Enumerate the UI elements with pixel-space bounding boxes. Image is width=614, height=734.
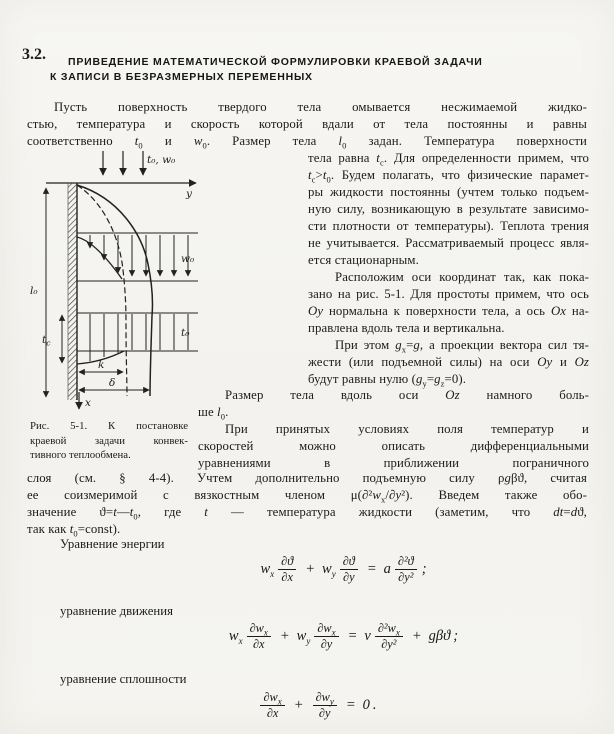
motion-equation-label: уравнение движения	[60, 604, 173, 618]
text-line: Oy нормальна к поверхности тела, а ось Ox на-	[308, 304, 589, 318]
text-line: сти плотности от температуры). Теплота трения	[308, 219, 589, 233]
delta-label: δ	[109, 377, 116, 389]
continuity-equation-label: уравнение сплошности	[60, 672, 187, 686]
tc-label: $t_c$	[42, 334, 51, 348]
text-line: ше $l_0$.	[198, 405, 229, 422]
continuity-equation	[257, 690, 376, 722]
operator: +	[279, 628, 290, 645]
x-axis-label: x	[85, 397, 91, 409]
text-line: $t_c>t_0$. Будем полагать, что физические парамет-	[308, 168, 589, 185]
operator: =	[345, 697, 356, 714]
text-line: тела равна $t_c$. Для определенности примем, что	[308, 151, 589, 168]
text-line: Расположим оси координат так, как пока-	[335, 270, 589, 284]
variable: a	[383, 561, 391, 578]
text-line: жести (или подъемной силы) на оси Oy и Oz	[308, 355, 589, 369]
energy-equation	[259, 554, 426, 586]
fraction: $\frac{\partial ϑ}{\partial y}$	[340, 554, 358, 586]
fraction: $\frac{\partial^2w_x}{\text{∂y²}}$	[375, 621, 403, 653]
text-line: не учитывается. Рассматриваемый процесс явля-	[308, 236, 589, 250]
text-line: соответственно $t_0$ и $w_0$. Размер тела $l_0$ задан. Температура поверхности	[27, 134, 587, 151]
section-heading-line2: К ЗАПИСИ В БЕЗРАЗМЕРНЫХ ПЕРЕМЕННЫХ	[50, 71, 313, 83]
fraction: $\frac{\text{∂²ϑ}}{\text{∂y²}}$	[395, 554, 417, 586]
y-axis-label: y	[186, 188, 192, 200]
paragraph-column-right	[308, 150, 589, 388]
motion-equation-row	[0, 621, 614, 653]
boundary-curve-solid	[77, 185, 153, 396]
text-line: Рис. 5-1. К постановке	[30, 420, 188, 432]
fraction: $\frac{\partial ϑ}{\partial x}$	[278, 554, 296, 586]
temperature-profile	[77, 313, 198, 364]
text-line: тивного теплообмена.	[30, 449, 131, 461]
punctuation: ;	[421, 561, 427, 578]
text-line: Пусть поверхность твердого тела омывается несжимаемой жидко-	[54, 100, 587, 114]
text-line: значение $ϑ=t—t_0$, где t — температура жидкости (заметим, что dt=dϑ,	[27, 505, 587, 522]
text-line: При принятых условиях поля температур и	[225, 422, 589, 436]
energy-equation-label: Уравнение энергии	[60, 537, 165, 551]
text-line: Размер тела вдоль оси Oz намного боль-	[225, 388, 589, 402]
energy-equation-row	[0, 554, 614, 586]
operator: +	[411, 628, 422, 645]
text-line: ры жидкости постоянны (учтем только подъем-	[308, 185, 589, 199]
operator: =	[366, 561, 377, 578]
text-line: скоростей можно описать дифференциальными	[198, 439, 589, 453]
t0-label: t₀	[181, 327, 190, 339]
operator: +	[305, 561, 316, 578]
text-line: ную силу, возникающую в результате зависимо-	[308, 202, 589, 216]
variable: $w_y$	[322, 561, 336, 580]
text-line: так как $t_0=const$).	[27, 522, 121, 539]
figure-caption	[30, 419, 188, 463]
flow-label: t₀, w₀	[147, 154, 176, 166]
fraction: $\frac{\partial w_x}{\partial x}$	[260, 690, 284, 722]
fraction: $\frac{\partial w_x}{\partial x}$	[247, 621, 271, 653]
figure-5-1	[24, 146, 204, 416]
fraction: $\frac{\partial w_x}{\partial y}$	[314, 621, 338, 653]
l0-label: l₀	[30, 285, 38, 297]
text-line: уравнениями в приближении пограничного	[198, 456, 589, 470]
w0-label: w₀	[181, 253, 195, 265]
text-line: ее соизмеримой с вязкостным членом $\mu(\partial^2w_x/\partial y^2)$. Введем также обо-	[27, 488, 587, 505]
paragraph-intro	[27, 99, 587, 150]
plate	[68, 183, 77, 400]
operator: +	[293, 697, 304, 714]
variable: ν	[364, 628, 371, 645]
continuity-equation-row	[0, 688, 614, 722]
paragraph-fullwidth	[27, 470, 587, 538]
paragraph-below-figure	[198, 387, 589, 472]
flow-arrows	[103, 151, 143, 175]
section-number: 3.2.	[22, 46, 46, 63]
variable: 0	[362, 697, 370, 714]
punctuation: .	[372, 697, 377, 714]
variable: $w_x$	[260, 561, 275, 580]
velocity-profile	[77, 233, 198, 281]
text-line: краевой задачи конвек-	[30, 434, 188, 447]
text-line: будут равны нулю $(g_y=g_z=0)$.	[308, 372, 467, 389]
variable: gβϑ	[428, 628, 451, 645]
k-label: k	[98, 359, 105, 371]
variable: $w_y$	[296, 628, 311, 647]
motion-equation	[228, 621, 458, 653]
operator: =	[347, 628, 358, 645]
section-heading-line1: ПРИВЕДЕНИЕ МАТЕМАТИЧЕСКОЙ ФОРМУЛИРОВКИ КРАЕВОЙ ЗАДАЧИ	[68, 56, 483, 68]
text-line: стью, температура и скорость которой вдали от тела постоянны и равны	[27, 117, 587, 131]
fraction: $\frac{\partial w_y}{\partial y}$	[313, 690, 337, 722]
punctuation: ;	[453, 628, 459, 645]
variable: $w_x$	[228, 628, 243, 647]
text-line: слоя (см. § 4-4). Учтем дополнительно подъемную силу ρgβϑ, считая	[27, 471, 587, 485]
text-line: зано на рис. 5-1. Для простоты примем, что ось	[308, 287, 589, 301]
text-line: ется стационарным.	[308, 253, 419, 267]
text-line: При этом $g_x=g$, а проекции вектора сил тя-	[335, 338, 589, 355]
text-line: правлена вдоль тела и вертикальна.	[308, 321, 505, 335]
